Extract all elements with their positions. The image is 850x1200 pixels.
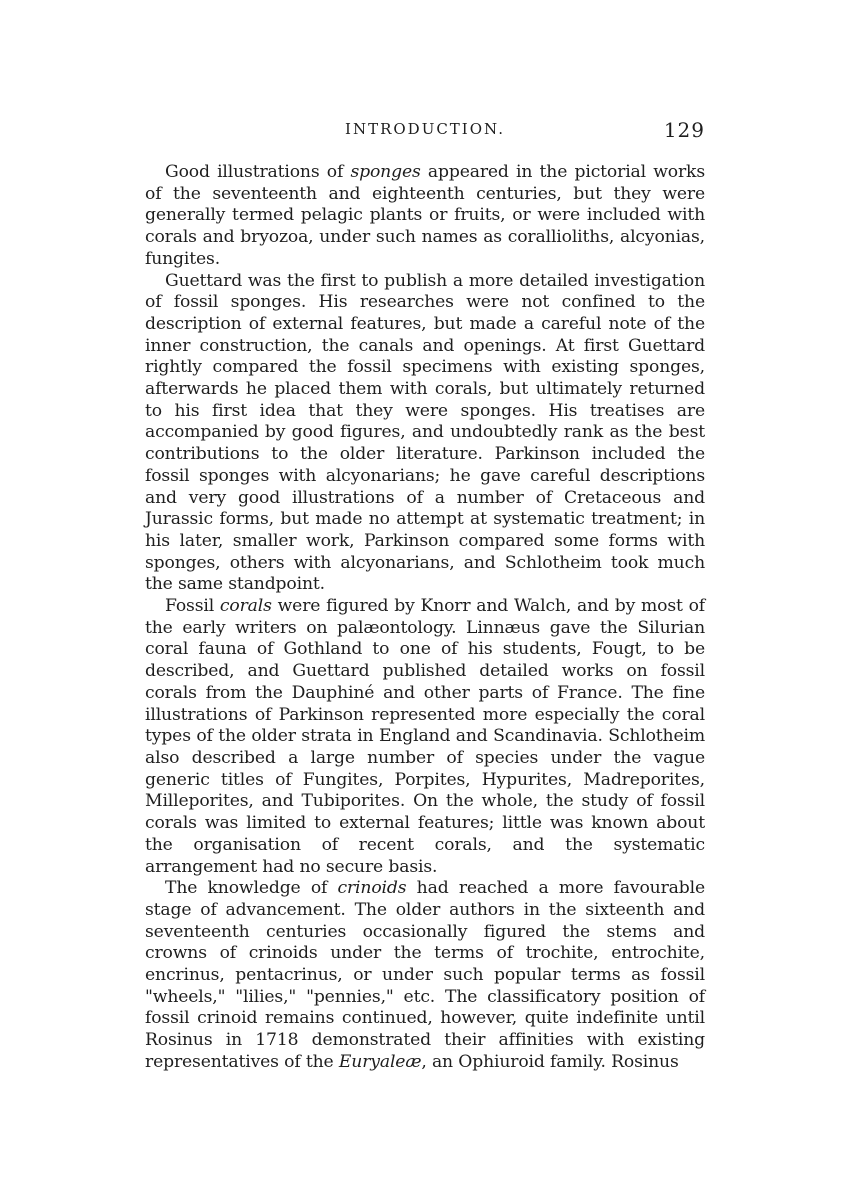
paragraph-corals <box>145 596 705 878</box>
paragraph-text: were figured by Knorr and Walch, and by most of the early writers on palæontology. Linnæus gave the Silurian coral fauna of Gothland to one of his students, Fougt, to be described, and Guettard published detailed works on fossil corals from the Dauphiné and other parts of France. The fine illustrations of Parkinson represented more especially the coral types of the older strata in England and Scandinavia. Schlotheim also described a large number of species under the vague generic titles of Fungites, Porpites, Hypurites, Madreporites, Milleporites, and Tubiporites. On the whole, the study of fossil corals was limited to external features; little was known about the organisation of recent corals, and the systematic arrangement had no secure basis. <box>145 596 705 877</box>
paragraph-text: Good illustrations of <box>165 162 351 182</box>
italic-term-corals: corals <box>219 596 272 617</box>
book-page <box>145 116 705 1074</box>
paragraph-text: appeared in the pictorial works of the seventeenth and eighteenth centuries, but they were generally termed pelagic plants or fruits, or were included with corals and bryozoa, under such names as corallioliths, alcyonias, fungites. <box>145 162 705 269</box>
paragraph-guettard: Guettard was the first to publish a more detailed investigation of fossil sponges. His researches were not confined to the description of external features, but made a careful note of the inner construction, the canals and openings. At first Guettard rightly compared the fossil specimens with existing sponges, afterwards he placed them with corals, but ultimately returned to his first idea that they were sponges. His treatises are accompanied by good figures, and undoubtedly rank as the best contributions to the older literature. Parkinson included the fossil sponges with alcyonarians; he gave careful descriptions and very good illustrations of a number of Cretaceous and Jurassic forms, but made no attempt at systematic treatment; in his later, smaller work, Parkinson compared some forms with sponges, others with alcyonarians, and Schlotheim took much the same standpoint. <box>145 270 705 595</box>
paragraph-text: Fossil <box>165 596 220 617</box>
page-number: 129 <box>663 118 705 142</box>
italic-term-euryaleae: Euryaleæ <box>338 1051 422 1072</box>
paragraph-text: had reached a more favourable stage of advancement. The older authors in the sixteenth and seventeenth centuries occasionally figured the stems and crowns of crinoids under the terms of trochite, entrochite, encrinus, pentacrinus, or under such popular terms as fossil "wheels," "lilies," "pennies," etc. The classificatory position of fossil crinoid remains continued, however, quite indefinite until Rosinus in 1718 demonstrated their affinities with existing representatives of the <box>145 878 705 1072</box>
paragraph-text: , an Ophiuroid family. Rosinus <box>421 1051 679 1072</box>
italic-term-sponges: sponges <box>350 162 421 182</box>
body-text <box>145 162 705 1074</box>
paragraph-text: The knowledge of <box>165 878 338 899</box>
running-head <box>145 116 705 150</box>
italic-term-crinoids: crinoids <box>337 878 407 899</box>
running-title: INTRODUCTION. <box>345 120 505 138</box>
paragraph-sponges <box>145 162 705 271</box>
paragraph-crinoids <box>145 878 705 1073</box>
